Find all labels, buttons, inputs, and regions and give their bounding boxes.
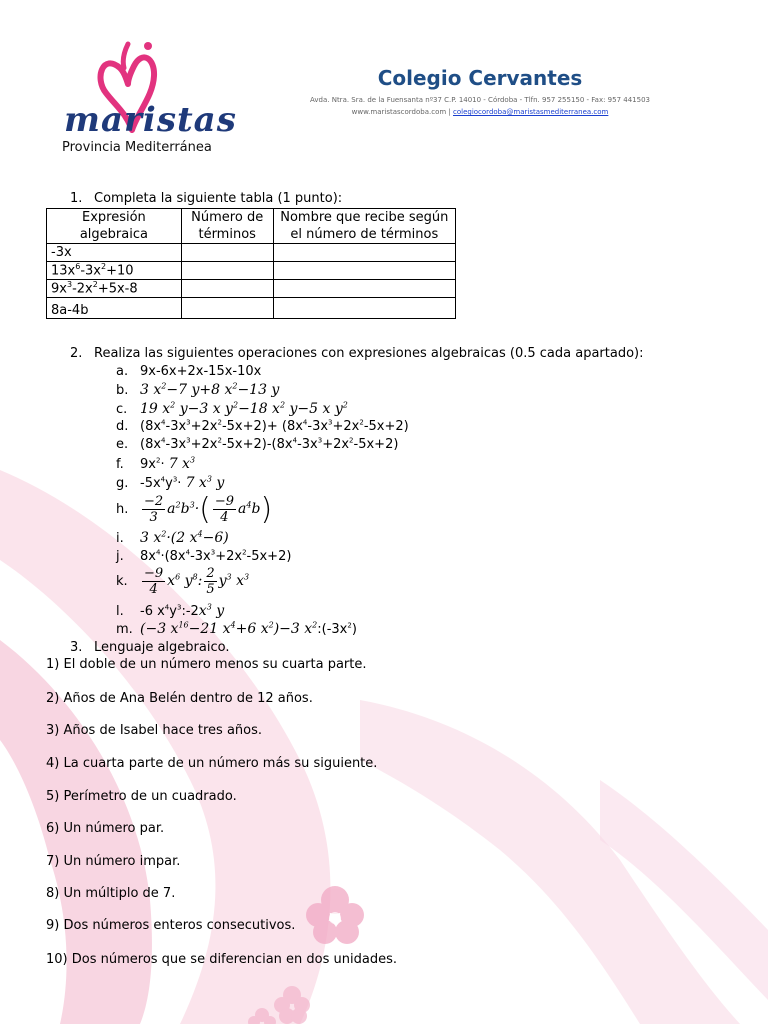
language-item: 1) El doble de un número menos su cuarta parte.	[46, 657, 367, 672]
table-cell-expression: $13x^6-3x^2+10$	[47, 262, 182, 280]
operation-item	[116, 381, 279, 398]
expression: 3 $x^2\cdot(2$ $x^4-6$)	[140, 529, 229, 546]
question-3	[70, 640, 229, 655]
language-item: 5) Perímetro de un cuadrado.	[46, 789, 237, 804]
item-label: f.	[116, 456, 124, 472]
expression: $\frac{-9}{4}$ $x^6$ $y^8$: $\frac{2}{5}$ $y^3$ $x^3$	[144, 566, 250, 597]
question-number: 3.	[70, 640, 83, 655]
expression: $8x^4\cdot(8x^4-3x^3+2x^2-5x+2)$	[140, 549, 292, 565]
operation-item	[116, 364, 261, 379]
expression: $(8x^4-3x^3+2x^2-5x+2)+ (8x^4-3x^3+2x^2-5x+2)$	[140, 419, 409, 435]
table-row	[47, 244, 456, 262]
expression: $\frac{-2}{3}$ $a^2b^3\cdot$( $\frac{-9}{4}$ $a^4b$)	[144, 492, 273, 527]
item-label: c.	[116, 401, 128, 417]
item-label: g.	[116, 475, 129, 491]
table-cell-expression: -3x	[47, 244, 182, 262]
operation-item	[116, 620, 357, 637]
table-cell-empty[interactable]	[181, 298, 273, 319]
expression: $-5x^4y^3\cdot 7$ $x^3$ y	[140, 474, 225, 491]
question-1	[70, 191, 342, 206]
expression: -6 $x^4y^3:-2x^3$ y	[140, 602, 225, 619]
table-header: Expresión algebraica	[47, 209, 182, 244]
item-label: j.	[116, 549, 124, 565]
logo-wordmark: maristas	[64, 100, 237, 140]
question-text: Realiza las siguientes operaciones con expresiones algebraicas (0.5 cada apartado):	[94, 346, 644, 361]
question-text: Lenguaje algebraico.	[94, 640, 230, 655]
language-item: 9) Dos números enteros consecutivos.	[46, 918, 296, 933]
operation-item	[116, 566, 249, 597]
language-item: 8) Un múltiplo de 7.	[46, 886, 176, 901]
logo-subtitle: Provincia Mediterránea	[62, 140, 212, 155]
item-label: l.	[116, 603, 124, 619]
operation-item	[116, 529, 229, 546]
table-header-row	[47, 209, 456, 244]
question-text: Completa la siguiente tabla (1 punto):	[94, 191, 343, 206]
expression: 3 $x^2-7$ y+8 $x^2-13$ y	[140, 381, 280, 398]
expression: $9x^2\cdot 7$ $x^3$	[140, 455, 196, 472]
operation-item	[116, 455, 195, 472]
school-name: Colegio Cervantes	[377, 66, 583, 90]
school-web-line	[280, 108, 680, 116]
table-cell-empty[interactable]	[273, 280, 455, 298]
school-address: Avda. Ntra. Sra. de la Fuensanta nº37 C.P. 14010 - Córdoba - Tlfn. 957 255150 - Fax: 957 441503	[310, 96, 650, 104]
terms-table	[46, 208, 456, 319]
table-cell-expression: $9x^3-2x^2+5x-8$	[47, 280, 182, 298]
item-label: h.	[116, 502, 129, 517]
table-cell-empty[interactable]	[273, 298, 455, 319]
language-item: 3) Años de Isabel hace tres años.	[46, 723, 263, 738]
table-row	[47, 298, 456, 319]
question-number: 2.	[70, 346, 83, 361]
operation-item	[116, 549, 291, 564]
operation-item	[116, 474, 224, 491]
operation-item	[116, 492, 272, 527]
item-label: b.	[116, 382, 129, 398]
language-item: 2) Años de Ana Belén dentro de 12 años.	[46, 691, 313, 706]
operation-item	[116, 419, 409, 434]
table-row	[47, 280, 456, 298]
table-cell-empty[interactable]	[181, 262, 273, 280]
item-label: d.	[116, 419, 129, 435]
item-label: i.	[116, 530, 124, 546]
language-item: 4) La cuarta parte de un número más su siguiente.	[46, 756, 378, 771]
expression: $(8x^4-3x^3+2x^2-5x+2)-(8x^4-3x^3+2x^2-5x+2)$	[140, 437, 399, 453]
language-item: 6) Un número par.	[46, 821, 165, 836]
expression: (−3 $x^{16}-21$ $x^4+6$ $x^2)-3$ $x^2:(-3x^2)$	[140, 620, 357, 637]
table-header: Número de términos	[181, 209, 273, 244]
item-label: e.	[116, 437, 129, 453]
table-cell-expression: 8a-4b	[47, 298, 182, 319]
expression: 9x-6x+2x-15x-10x	[140, 364, 262, 379]
expression: 19 $x^2$ y−3 x $y^2-18$ $x^2$ y−5 x $y^2$	[140, 400, 348, 417]
item-label: a.	[116, 364, 129, 379]
item-label: k.	[116, 574, 128, 589]
school-email-link[interactable]: colegiocordoba@maristasmediterranea.com	[453, 108, 609, 116]
language-item: 7) Un número impar.	[46, 854, 181, 869]
table-cell-empty[interactable]	[181, 244, 273, 262]
item-label: m.	[116, 621, 133, 637]
language-item: 10) Dos números que se diferencian en dos unidades.	[46, 952, 397, 967]
operation-item	[116, 602, 224, 619]
table-cell-empty[interactable]	[273, 244, 455, 262]
question-number: 1.	[70, 191, 83, 206]
table-header: Nombre que recibe según el número de términos	[273, 209, 455, 244]
operation-item	[116, 437, 398, 452]
operation-item	[116, 400, 348, 417]
table-cell-empty[interactable]	[181, 280, 273, 298]
question-2	[70, 346, 643, 361]
school-website: www.maristascordoba.com |	[351, 108, 451, 116]
table-row	[47, 262, 456, 280]
table-cell-empty[interactable]	[273, 262, 455, 280]
